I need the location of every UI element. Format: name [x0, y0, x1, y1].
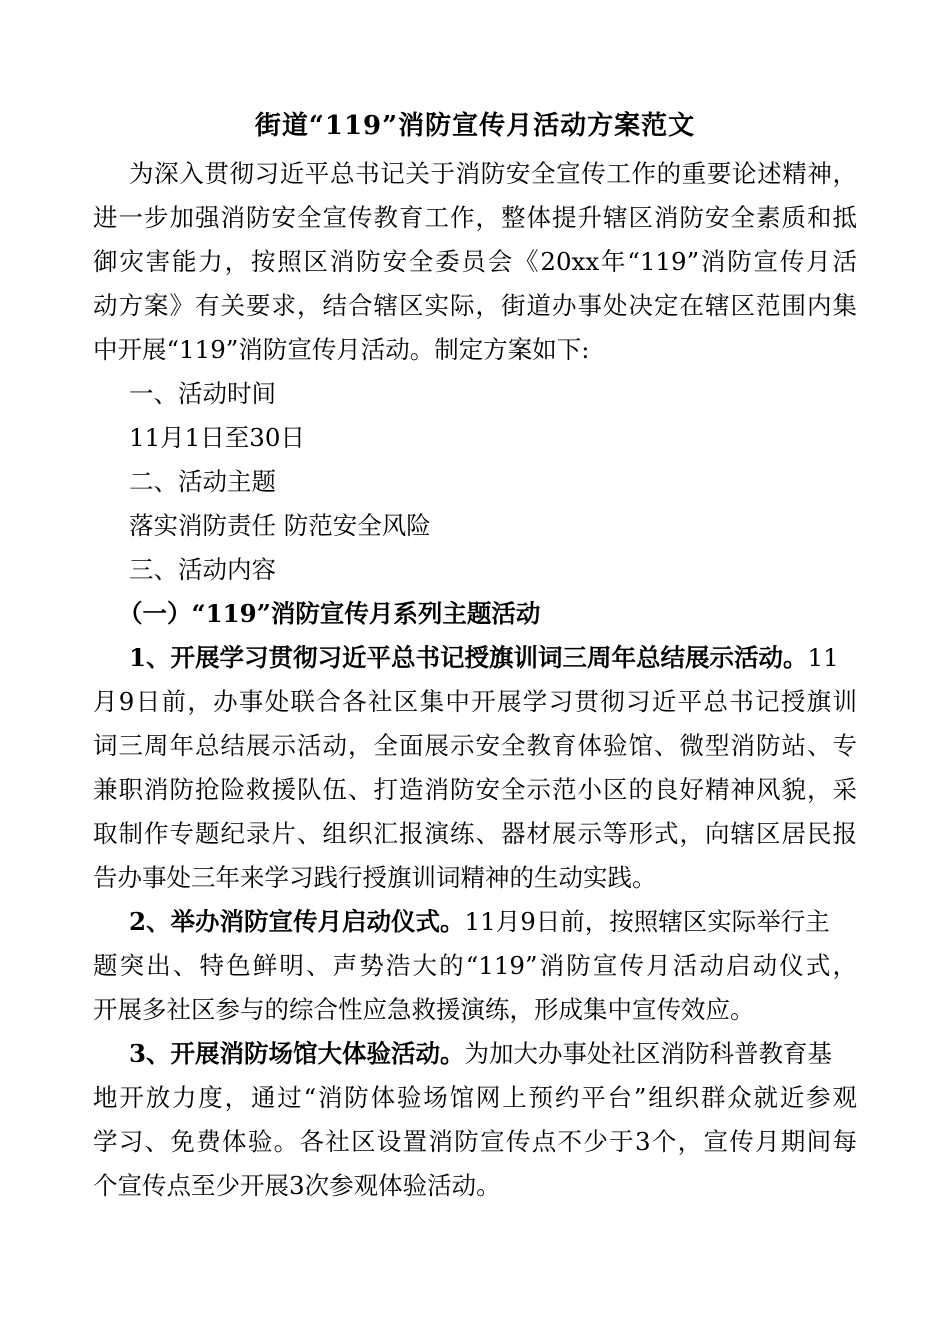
item-heading: 1、开展学习贯彻习近平总书记授旗训词三周年总结展示活动。 [129, 643, 808, 672]
paragraph-line [129, 1034, 857, 1074]
paragraph-line: 学习、免费体验。各社区设置消防宣传点不少于3个，宣传月期间每 [93, 1127, 857, 1156]
paragraph-line: 进一步加强消防安全宣传教育工作，整体提升辖区消防安全素质和抵 [93, 203, 857, 232]
paragraph-line: 御灾害能力，按照区消防安全委员会《20xx年“119”消防宣传月活 [93, 247, 857, 276]
paragraph-line: 11月1日至30日 [129, 423, 305, 452]
paragraph-line: 开展多社区参与的综合性应急救援演练，形成集中宣传效应。 [93, 995, 755, 1024]
paragraph-line: 中开展“119”消防宣传月活动。制定方案如下: [93, 335, 590, 364]
paragraph-line [129, 638, 857, 678]
item-text: 11月9日前，按照辖区实际举行主 [464, 907, 830, 936]
paragraph-line: 词三周年总结展示活动，全面展示安全教育体验馆、微型消防站、专 [93, 731, 857, 760]
document-title: 街道“119”消防宣传月活动方案范文 [254, 111, 696, 141]
section-heading: 三、活动内容 [129, 555, 276, 584]
item-heading: 3、开展消防场馆大体验活动。 [129, 1039, 465, 1068]
paragraph-line: 题突出、特色鲜明、声势浩大的“119”消防宣传月活动启动仪式， [93, 951, 857, 980]
paragraph-line: 动方案》有关要求，结合辖区实际，街道办事处决定在辖区范围内集 [93, 291, 857, 320]
paragraph-line: 兼职消防抢险救援队伍、打造消防安全示范小区的良好精神风貌，采 [93, 775, 857, 804]
section-heading: 二、活动主题 [129, 467, 276, 496]
paragraph-line: 落实消防责任 防范安全风险 [129, 511, 431, 540]
item-text: 为加大办事处社区消防科普教育基 [464, 1039, 833, 1068]
paragraph-line [129, 902, 857, 942]
item-text: 11 [807, 643, 839, 672]
section-heading: 一、活动时间 [129, 379, 276, 408]
item-heading: 2、举办消防宣传月启动仪式。 [129, 907, 465, 936]
paragraph-line: 月9日前，办事处联合各社区集中开展学习贯彻习近平总书记授旗训 [93, 687, 857, 716]
paragraph-line: 为深入贯彻习近平总书记关于消防安全宣传工作的重要论述精神， [129, 159, 857, 188]
paragraph-line: 告办事处三年来学习践行授旗训词精神的生动实践。 [93, 863, 657, 892]
paragraph-line: 个宣传点至少开展3次参观体验活动。 [93, 1171, 501, 1200]
paragraph-line: 地开放力度，通过“消防体验场馆网上预约平台”组织群众就近参观 [93, 1083, 857, 1112]
paragraph-line: 取制作专题纪录片、组织汇报演练、器材展示等形式，向辖区居民报 [93, 819, 857, 848]
subsection-heading: （一）“119”消防宣传月系列主题活动 [118, 599, 541, 628]
